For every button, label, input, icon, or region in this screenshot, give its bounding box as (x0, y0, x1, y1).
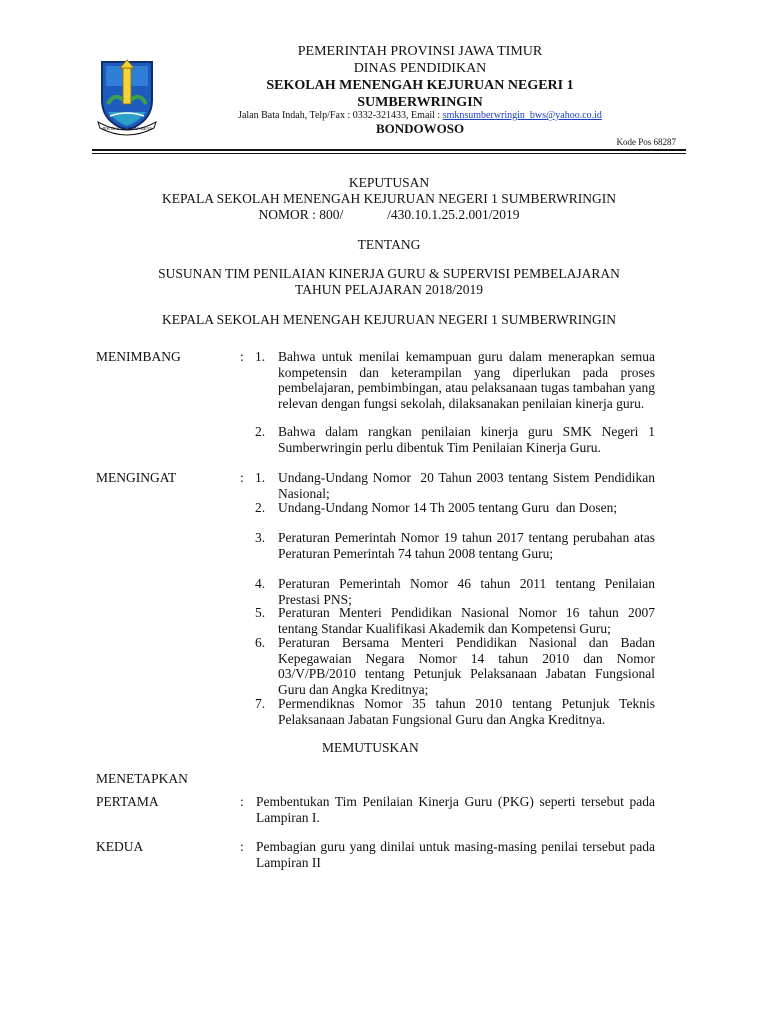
address-text: Jalan Bata Indah, Telp/Fax : 0332-321433, Email : (238, 110, 443, 121)
postal-code: Kode Pos 68287 (616, 137, 676, 147)
svg-text:JER BASUKI MAWA BEYA: JER BASUKI MAWA BEYA (101, 126, 153, 131)
mengingat-item-number: 6. (255, 635, 266, 650)
memutuskan-heading: MEMUTUSKAN (322, 740, 419, 755)
letterhead-rule-thick (92, 149, 686, 151)
pertama-label: PERTAMA (96, 794, 159, 809)
menimbang-item-number: 2. (255, 424, 266, 439)
menimbang-item-text: Bahwa dalam rangkan penilaian kinerja guru SMK Negeri 1 Sumberwringin perlu dibentuk Tim Penilaian Kinerja Guru. (278, 424, 655, 455)
kedua-text: Pembagian guru yang dinilai untuk masing-masing penilai tersebut pada Lampiran II (256, 839, 655, 870)
menimbang-item-number: 1. (255, 349, 266, 364)
mengingat-item-number: 7. (255, 696, 266, 711)
mengingat-item-text: Peraturan Pemerintah Nomor 19 tahun 2017 tentang perubahan atas Peraturan Pemerintah 74 tahun 2008 tentang Guru; (278, 530, 655, 561)
decree-issuer: KEPALA SEKOLAH MENENGAH KEJURUAN NEGERI 1 SUMBERWRINGIN (161, 191, 616, 206)
letterhead-agency: DINAS PENDIDIKAN (353, 61, 487, 76)
menetapkan-label: MENETAPKAN (96, 771, 188, 786)
mengingat-colon: : (240, 470, 244, 485)
decree-number: NOMOR : 800/ /430.10.1.25.2.001/2019 (258, 207, 520, 222)
letterhead-school-location: SUMBERWRINGIN (357, 95, 483, 110)
letterhead-city: BONDOWOSO (375, 121, 465, 136)
letterhead-school-name: SEKOLAH MENENGAH KEJURUAN NEGERI 1 (266, 78, 574, 93)
mengingat-item-text: Peraturan Pemerintah Nomor 46 tahun 2011 tentang Penilaian Prestasi PNS; (278, 576, 655, 607)
mengingat-item-number: 1. (255, 470, 266, 485)
mengingat-item-text: Undang-Undang Nomor 20 Tahun 2003 tentang Sistem Pendidikan Nasional; (278, 470, 659, 501)
mengingat-item-text: Permendiknas Nomor 35 tahun 2010 tentang Petunjuk Teknis Pelaksanaan Jabatan Fungsional Guru dan Angka Kreditnya. (278, 696, 655, 727)
menimbang-colon: : (240, 349, 244, 364)
menimbang-label: MENIMBANG (96, 349, 181, 364)
kedua-label: KEDUA (96, 839, 144, 854)
decree-subject-year: TAHUN PELAJARAN 2018/2019 (295, 282, 483, 297)
east-java-emblem-logo (94, 56, 160, 136)
pertama-colon: : (240, 794, 244, 809)
mengingat-item-number: 2. (255, 500, 266, 515)
decree-issuer-repeat: KEPALA SEKOLAH MENENGAH KEJURUAN NEGERI 1 SUMBERWRINGIN (161, 312, 616, 327)
letterhead-rule-thin (92, 153, 686, 154)
pertama-text: Pembentukan Tim Penilaian Kinerja Guru (PKG) seperti tersebut pada Lampiran I. (256, 794, 655, 825)
email-link[interactable]: smknsumberwringin_bws@yahoo.co.id (442, 110, 602, 121)
decree-subject: SUSUNAN TIM PENILAIAN KINERJA GURU & SUPERVISI PEMBELAJARAN (158, 266, 620, 281)
mengingat-item-number: 4. (255, 576, 266, 591)
mengingat-item-number: 3. (255, 530, 266, 545)
mengingat-item-text: Peraturan Menteri Pendidikan Nasional Nomor 16 tahun 2007 tentang Standar Kualifikasi Akademik dan Kompetensi Guru; (278, 605, 655, 636)
decree-heading: KEPUTUSAN (348, 175, 430, 190)
tentang-heading: TENTANG (357, 237, 421, 252)
mengingat-label: MENGINGAT (96, 470, 177, 485)
mengingat-item-number: 5. (255, 605, 266, 620)
mengingat-item-text: Peraturan Bersama Menteri Pendidikan Nasional dan Badan Kepegawaian Negara Nomor 14 tahun 2010 dan Nomor 03/V/PB/2010 tentang Petunjuk Pelaksanaan Jabatan Fungsional Guru dan Angka Kreditnya; (278, 635, 655, 697)
mengingat-item-text: Undang-Undang Nomor 14 Th 2005 tentang Guru dan Dosen; (278, 500, 618, 515)
letterhead-government: PEMERINTAH PROVINSI JAWA TIMUR (297, 44, 543, 59)
menimbang-item-text: Bahwa untuk menilai kemampuan guru dalam menerapkan semua kompetensin dan keterampilan yang diperlukan pada proses pembelajaran, pembimbingan, atau pelaksanaan tugas tambahan yang relevan dengan fungsi sekolah, dilaksanakan penilaian kinerja guru. (278, 349, 655, 411)
kedua-colon: : (240, 839, 244, 854)
